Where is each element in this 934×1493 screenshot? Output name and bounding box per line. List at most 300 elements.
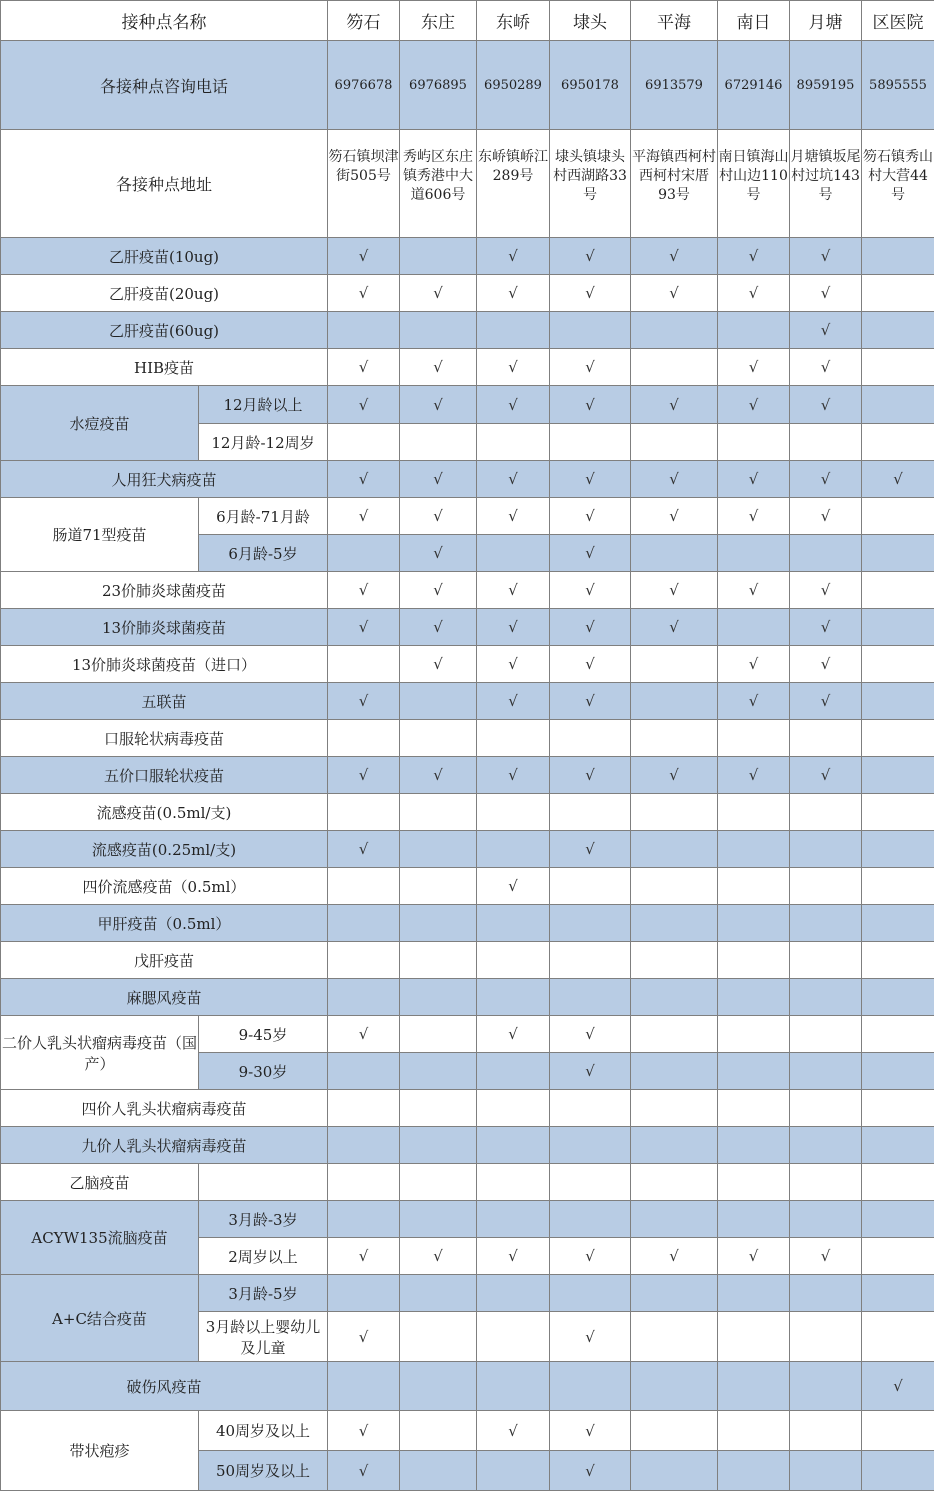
availability-cell bbox=[328, 238, 400, 275]
availability-cell bbox=[550, 794, 631, 831]
availability-cell bbox=[631, 794, 718, 831]
checkmark-icon: √ bbox=[508, 1025, 518, 1043]
availability-cell bbox=[328, 424, 400, 461]
checkmark-icon: √ bbox=[820, 470, 831, 488]
availability-cell bbox=[328, 905, 400, 942]
phone-row bbox=[1, 41, 934, 130]
vaccine-age-group: 40周岁及以上 bbox=[199, 1411, 328, 1451]
availability-cell bbox=[550, 312, 631, 349]
vaccine-name: 人用狂犬病疫苗 bbox=[1, 461, 328, 498]
availability-cell bbox=[328, 1362, 400, 1411]
checkmark-icon: √ bbox=[508, 877, 518, 895]
availability-cell bbox=[862, 572, 934, 609]
vaccine-name: 水痘疫苗 bbox=[1, 386, 199, 461]
availability-cell bbox=[477, 535, 550, 572]
availability-cell bbox=[400, 979, 477, 1016]
vaccine-row bbox=[1, 942, 934, 979]
availability-cell bbox=[790, 1201, 862, 1238]
availability-cell bbox=[550, 757, 631, 794]
site-address: 笏石镇坝津街505号 bbox=[328, 130, 400, 238]
checkmark-icon: √ bbox=[585, 1461, 595, 1480]
checkmark-icon: √ bbox=[433, 358, 443, 376]
availability-cell bbox=[328, 349, 400, 386]
availability-cell bbox=[400, 238, 477, 275]
availability-cell bbox=[631, 1411, 718, 1451]
checkmark-icon: √ bbox=[893, 470, 903, 488]
checkmark-icon: √ bbox=[433, 1247, 443, 1265]
availability-cell bbox=[550, 1090, 631, 1127]
vaccine-name: 23价肺炎球菌疫苗 bbox=[1, 572, 328, 609]
vaccine-name: 13价肺炎球菌疫苗（进口） bbox=[1, 646, 328, 683]
availability-cell bbox=[550, 1201, 631, 1238]
availability-cell bbox=[400, 905, 477, 942]
availability-cell bbox=[862, 868, 934, 905]
availability-cell bbox=[790, 646, 862, 683]
checkmark-icon: √ bbox=[585, 358, 595, 376]
availability-cell bbox=[790, 1016, 862, 1053]
availability-cell bbox=[550, 720, 631, 757]
checkmark-icon: √ bbox=[585, 1421, 595, 1440]
vaccine-name: 四价流感疫苗（0.5ml） bbox=[1, 868, 328, 905]
availability-cell bbox=[550, 535, 631, 572]
availability-cell bbox=[400, 498, 477, 535]
checkmark-icon: √ bbox=[669, 395, 679, 414]
vaccine-name: 口服轮状病毒疫苗 bbox=[1, 720, 328, 757]
availability-cell bbox=[718, 275, 790, 312]
availability-cell bbox=[718, 868, 790, 905]
vaccine-row bbox=[1, 238, 934, 275]
checkmark-icon: √ bbox=[433, 395, 443, 414]
availability-cell bbox=[328, 683, 400, 720]
availability-cell bbox=[328, 757, 400, 794]
checkmark-icon: √ bbox=[358, 766, 369, 784]
availability-cell bbox=[400, 1238, 477, 1275]
availability-cell bbox=[477, 757, 550, 794]
availability-cell bbox=[862, 1362, 934, 1411]
vaccine-name: 五联苗 bbox=[1, 683, 328, 720]
availability-cell bbox=[790, 1362, 862, 1411]
availability-cell bbox=[631, 349, 718, 386]
availability-cell bbox=[718, 757, 790, 794]
availability-cell bbox=[631, 609, 718, 646]
availability-cell bbox=[790, 1238, 862, 1275]
site-name: 南日 bbox=[718, 1, 790, 41]
vaccine-name: 流感疫苗(0.5ml/支) bbox=[1, 794, 328, 831]
availability-cell bbox=[790, 831, 862, 868]
vaccine-row bbox=[1, 794, 934, 831]
checkmark-icon: √ bbox=[508, 1421, 518, 1440]
availability-cell bbox=[790, 572, 862, 609]
availability-cell bbox=[400, 424, 477, 461]
availability-cell bbox=[631, 646, 718, 683]
vaccine-name: 五价口服轮状疫苗 bbox=[1, 757, 328, 794]
checkmark-icon: √ bbox=[508, 692, 518, 710]
availability-cell bbox=[328, 535, 400, 572]
availability-cell bbox=[631, 572, 718, 609]
checkmark-icon: √ bbox=[508, 766, 518, 784]
site-name: 东峤 bbox=[477, 1, 550, 41]
checkmark-icon: √ bbox=[358, 358, 369, 376]
checkmark-icon: √ bbox=[669, 1247, 679, 1265]
vaccine-row bbox=[1, 609, 934, 646]
availability-cell bbox=[631, 1238, 718, 1275]
availability-cell bbox=[328, 461, 400, 498]
availability-cell bbox=[550, 868, 631, 905]
vaccine-row bbox=[1, 461, 934, 498]
availability-cell bbox=[790, 498, 862, 535]
availability-cell bbox=[477, 942, 550, 979]
checkmark-icon: √ bbox=[433, 470, 443, 488]
availability-cell bbox=[718, 424, 790, 461]
availability-cell bbox=[631, 238, 718, 275]
availability-cell bbox=[550, 942, 631, 979]
checkmark-icon: √ bbox=[358, 1461, 369, 1480]
availability-cell bbox=[550, 498, 631, 535]
availability-cell bbox=[400, 1451, 477, 1491]
vaccine-row bbox=[1, 1411, 934, 1451]
vaccine-age-group: 6月龄-5岁 bbox=[199, 535, 328, 572]
vaccine-name: ACYW135流脑疫苗 bbox=[1, 1201, 199, 1275]
availability-cell bbox=[862, 794, 934, 831]
availability-cell bbox=[550, 831, 631, 868]
availability-cell bbox=[790, 386, 862, 424]
availability-cell bbox=[400, 1275, 477, 1312]
vaccine-row bbox=[1, 1164, 934, 1201]
checkmark-icon: √ bbox=[820, 395, 831, 414]
availability-cell bbox=[790, 1053, 862, 1090]
availability-cell bbox=[477, 683, 550, 720]
availability-cell bbox=[550, 238, 631, 275]
site-phone: 6950178 bbox=[550, 41, 631, 130]
availability-cell bbox=[400, 720, 477, 757]
availability-cell bbox=[862, 312, 934, 349]
availability-cell bbox=[790, 1164, 862, 1201]
checkmark-icon: √ bbox=[508, 581, 518, 599]
checkmark-icon: √ bbox=[669, 470, 679, 488]
availability-cell bbox=[477, 979, 550, 1016]
availability-cell bbox=[631, 312, 718, 349]
site-address: 笏石镇秀山村大营44号 bbox=[862, 130, 934, 238]
site-phone: 6976678 bbox=[328, 41, 400, 130]
availability-cell bbox=[550, 1238, 631, 1275]
availability-cell bbox=[400, 312, 477, 349]
availability-cell bbox=[718, 1275, 790, 1312]
availability-cell bbox=[400, 1053, 477, 1090]
availability-cell bbox=[328, 1090, 400, 1127]
availability-cell bbox=[862, 349, 934, 386]
vaccine-name: 四价人乳头状瘤病毒疫苗 bbox=[1, 1090, 328, 1127]
checkmark-icon: √ bbox=[585, 1025, 595, 1043]
availability-cell bbox=[328, 1451, 400, 1491]
availability-cell bbox=[631, 1090, 718, 1127]
availability-cell bbox=[328, 1312, 400, 1362]
availability-cell bbox=[550, 1275, 631, 1312]
availability-cell bbox=[477, 1312, 550, 1362]
vaccine-name: 13价肺炎球菌疫苗 bbox=[1, 609, 328, 646]
checkmark-icon: √ bbox=[508, 655, 518, 673]
vaccine-name: 乙肝疫苗(60ug) bbox=[1, 312, 328, 349]
availability-cell bbox=[400, 1127, 477, 1164]
checkmark-icon: √ bbox=[820, 618, 831, 636]
site-name: 区医院 bbox=[862, 1, 934, 41]
availability-cell bbox=[790, 1312, 862, 1362]
availability-cell bbox=[631, 275, 718, 312]
vaccine-row bbox=[1, 646, 934, 683]
vaccine-name: 肠道71型疫苗 bbox=[1, 498, 199, 572]
availability-cell bbox=[328, 1201, 400, 1238]
availability-cell bbox=[477, 312, 550, 349]
checkmark-icon: √ bbox=[433, 655, 443, 673]
availability-cell bbox=[631, 868, 718, 905]
availability-cell bbox=[477, 1451, 550, 1491]
checkmark-icon: √ bbox=[748, 395, 759, 414]
checkmark-icon: √ bbox=[508, 284, 518, 302]
availability-cell bbox=[400, 461, 477, 498]
vaccine-name: 乙肝疫苗(20ug) bbox=[1, 275, 328, 312]
site-address: 秀屿区东庄镇秀港中大道606号 bbox=[400, 130, 477, 238]
availability-cell bbox=[790, 238, 862, 275]
availability-cell bbox=[400, 535, 477, 572]
availability-cell bbox=[631, 1164, 718, 1201]
checkmark-icon: √ bbox=[748, 692, 759, 710]
availability-cell bbox=[400, 683, 477, 720]
availability-cell bbox=[631, 1312, 718, 1362]
availability-cell bbox=[328, 942, 400, 979]
vaccine-row bbox=[1, 386, 934, 424]
checkmark-icon: √ bbox=[358, 1247, 369, 1265]
checkmark-icon: √ bbox=[748, 655, 759, 673]
checkmark-icon: √ bbox=[820, 766, 831, 784]
availability-cell bbox=[862, 1275, 934, 1312]
checkmark-icon: √ bbox=[748, 1247, 759, 1265]
availability-cell bbox=[718, 979, 790, 1016]
checkmark-icon: √ bbox=[585, 395, 595, 414]
availability-cell bbox=[477, 794, 550, 831]
checkmark-icon: √ bbox=[585, 507, 595, 525]
availability-cell bbox=[400, 1016, 477, 1053]
availability-cell bbox=[328, 794, 400, 831]
checkmark-icon: √ bbox=[358, 395, 369, 414]
vaccine-name: 流感疫苗(0.25ml/支) bbox=[1, 831, 328, 868]
availability-cell bbox=[328, 498, 400, 535]
availability-cell bbox=[631, 979, 718, 1016]
availability-cell bbox=[790, 905, 862, 942]
availability-cell bbox=[790, 868, 862, 905]
availability-cell bbox=[718, 1362, 790, 1411]
availability-cell bbox=[477, 275, 550, 312]
availability-cell bbox=[400, 1201, 477, 1238]
vaccine-row bbox=[1, 905, 934, 942]
checkmark-icon: √ bbox=[669, 581, 679, 599]
availability-cell bbox=[790, 275, 862, 312]
availability-cell bbox=[631, 1201, 718, 1238]
checkmark-icon: √ bbox=[748, 284, 759, 302]
checkmark-icon: √ bbox=[820, 692, 831, 710]
checkmark-icon: √ bbox=[508, 395, 518, 414]
availability-cell bbox=[631, 1362, 718, 1411]
availability-cell bbox=[862, 757, 934, 794]
availability-cell bbox=[862, 720, 934, 757]
site-address: 平海镇西柯村西柯村宋厝93号 bbox=[631, 130, 718, 238]
checkmark-icon: √ bbox=[585, 284, 595, 302]
availability-cell bbox=[790, 424, 862, 461]
vaccine-row bbox=[1, 498, 934, 535]
availability-cell bbox=[718, 794, 790, 831]
availability-cell bbox=[862, 1127, 934, 1164]
availability-cell bbox=[328, 1164, 400, 1201]
availability-cell bbox=[477, 386, 550, 424]
availability-cell bbox=[477, 905, 550, 942]
availability-cell bbox=[718, 1201, 790, 1238]
header-row bbox=[1, 1, 934, 41]
availability-cell bbox=[328, 1238, 400, 1275]
availability-cell bbox=[477, 461, 550, 498]
availability-cell bbox=[400, 757, 477, 794]
vaccine-age-group: 3月龄以上婴幼儿及儿童 bbox=[199, 1312, 328, 1362]
availability-cell bbox=[862, 1312, 934, 1362]
availability-cell bbox=[550, 1312, 631, 1362]
address-row bbox=[1, 130, 934, 238]
availability-cell bbox=[790, 794, 862, 831]
checkmark-icon: √ bbox=[748, 766, 759, 784]
availability-cell bbox=[550, 424, 631, 461]
availability-cell bbox=[790, 757, 862, 794]
availability-cell bbox=[550, 572, 631, 609]
checkmark-icon: √ bbox=[820, 1247, 831, 1265]
checkmark-icon: √ bbox=[585, 1327, 595, 1346]
vaccine-age-group bbox=[199, 1164, 328, 1201]
availability-cell bbox=[790, 349, 862, 386]
availability-cell bbox=[477, 868, 550, 905]
checkmark-icon: √ bbox=[433, 544, 443, 562]
availability-cell bbox=[718, 646, 790, 683]
checkmark-icon: √ bbox=[508, 247, 518, 265]
availability-cell bbox=[862, 1053, 934, 1090]
availability-cell bbox=[718, 720, 790, 757]
availability-cell bbox=[328, 979, 400, 1016]
checkmark-icon: √ bbox=[358, 692, 369, 710]
checkmark-icon: √ bbox=[585, 840, 595, 858]
availability-cell bbox=[790, 942, 862, 979]
vaccine-age-group: 12月龄-12周岁 bbox=[199, 424, 328, 461]
availability-cell bbox=[328, 609, 400, 646]
availability-cell bbox=[790, 683, 862, 720]
vaccine-name: HIB疫苗 bbox=[1, 349, 328, 386]
vaccine-age-group: 9-30岁 bbox=[199, 1053, 328, 1090]
availability-cell bbox=[477, 238, 550, 275]
checkmark-icon: √ bbox=[508, 470, 518, 488]
availability-cell bbox=[718, 905, 790, 942]
availability-cell bbox=[862, 535, 934, 572]
availability-cell bbox=[477, 349, 550, 386]
availability-cell bbox=[400, 1411, 477, 1451]
checkmark-icon: √ bbox=[820, 655, 831, 673]
vaccine-age-group: 12月龄以上 bbox=[199, 386, 328, 424]
availability-cell bbox=[550, 386, 631, 424]
checkmark-icon: √ bbox=[358, 247, 369, 265]
availability-cell bbox=[631, 1127, 718, 1164]
vaccine-name: 乙肝疫苗(10ug) bbox=[1, 238, 328, 275]
availability-cell bbox=[550, 1164, 631, 1201]
availability-cell bbox=[477, 498, 550, 535]
availability-cell bbox=[477, 1238, 550, 1275]
vaccine-row bbox=[1, 572, 934, 609]
checkmark-icon: √ bbox=[669, 766, 679, 784]
vaccine-row bbox=[1, 1090, 934, 1127]
availability-cell bbox=[550, 1016, 631, 1053]
availability-cell bbox=[328, 1053, 400, 1090]
checkmark-icon: √ bbox=[820, 247, 831, 265]
availability-cell bbox=[477, 831, 550, 868]
availability-cell bbox=[477, 424, 550, 461]
availability-cell bbox=[718, 831, 790, 868]
availability-cell bbox=[862, 1164, 934, 1201]
availability-cell bbox=[400, 794, 477, 831]
vaccine-name: 甲肝疫苗（0.5ml） bbox=[1, 905, 328, 942]
availability-cell bbox=[400, 1164, 477, 1201]
availability-cell bbox=[400, 868, 477, 905]
availability-cell bbox=[718, 461, 790, 498]
vaccine-name: 九价人乳头状瘤病毒疫苗 bbox=[1, 1127, 328, 1164]
checkmark-icon: √ bbox=[358, 470, 369, 488]
availability-cell bbox=[790, 535, 862, 572]
checkmark-icon: √ bbox=[433, 618, 443, 636]
site-phone: 6976895 bbox=[400, 41, 477, 130]
checkmark-icon: √ bbox=[585, 581, 595, 599]
availability-cell bbox=[550, 1362, 631, 1411]
availability-cell bbox=[400, 1090, 477, 1127]
site-name: 平海 bbox=[631, 1, 718, 41]
availability-cell bbox=[718, 1238, 790, 1275]
availability-cell bbox=[550, 683, 631, 720]
availability-cell bbox=[477, 1016, 550, 1053]
availability-cell bbox=[862, 424, 934, 461]
site-phone: 6913579 bbox=[631, 41, 718, 130]
checkmark-icon: √ bbox=[433, 284, 443, 302]
availability-cell bbox=[631, 424, 718, 461]
availability-cell bbox=[631, 942, 718, 979]
checkmark-icon: √ bbox=[358, 1421, 369, 1440]
availability-cell bbox=[477, 1127, 550, 1164]
vaccine-name: 戊肝疫苗 bbox=[1, 942, 328, 979]
availability-cell bbox=[328, 720, 400, 757]
availability-cell bbox=[328, 646, 400, 683]
availability-cell bbox=[550, 461, 631, 498]
availability-cell bbox=[862, 1411, 934, 1451]
availability-cell bbox=[718, 942, 790, 979]
availability-cell bbox=[328, 1016, 400, 1053]
availability-cell bbox=[862, 386, 934, 424]
availability-cell bbox=[718, 1090, 790, 1127]
site-address: 南日镇海山村山边110号 bbox=[718, 130, 790, 238]
availability-cell bbox=[477, 1053, 550, 1090]
checkmark-icon: √ bbox=[585, 655, 595, 673]
checkmark-icon: √ bbox=[585, 470, 595, 488]
checkmark-icon: √ bbox=[585, 1247, 595, 1265]
availability-cell bbox=[790, 609, 862, 646]
availability-cell bbox=[631, 1451, 718, 1491]
availability-cell bbox=[790, 1090, 862, 1127]
availability-cell bbox=[328, 1275, 400, 1312]
availability-cell bbox=[328, 312, 400, 349]
availability-cell bbox=[550, 1127, 631, 1164]
availability-cell bbox=[862, 1201, 934, 1238]
availability-cell bbox=[862, 942, 934, 979]
availability-cell bbox=[718, 1053, 790, 1090]
checkmark-icon: √ bbox=[748, 247, 759, 265]
checkmark-icon: √ bbox=[358, 507, 369, 525]
vaccine-name: 麻腮风疫苗 bbox=[1, 979, 328, 1016]
